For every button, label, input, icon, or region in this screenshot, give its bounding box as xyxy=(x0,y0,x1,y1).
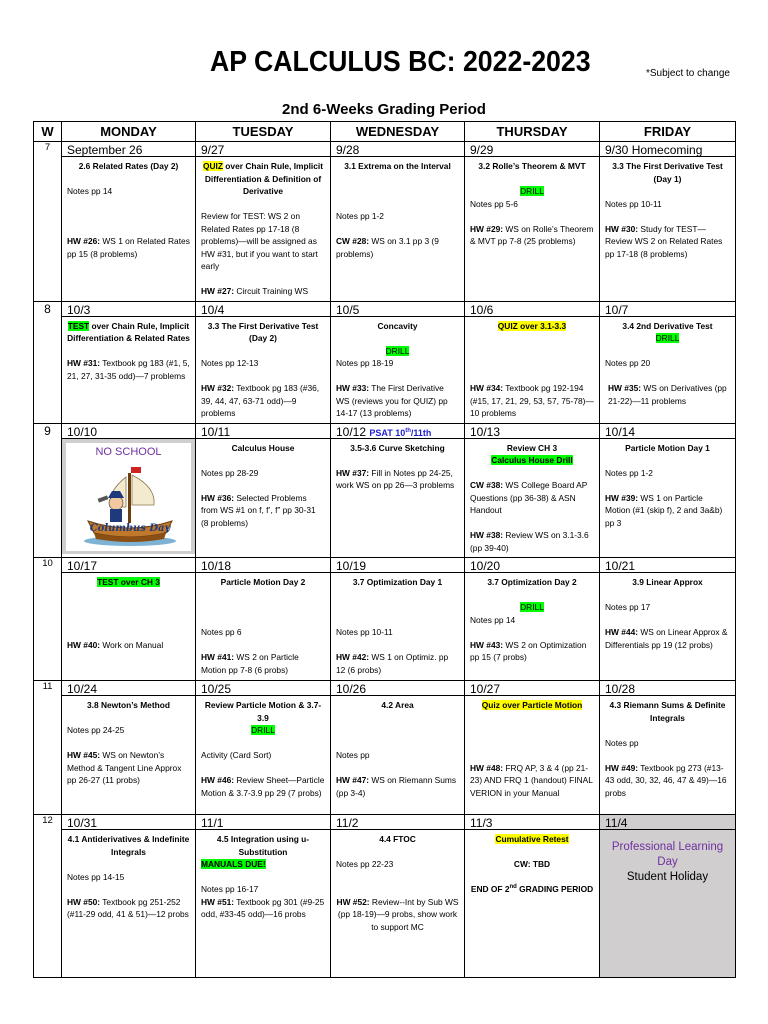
homework-line: HW #31: Textbook pg 183 (#1, 5, 21, 27, 31-35 odd)—7 problems xyxy=(67,358,190,381)
week-row xyxy=(34,815,736,978)
date-label: 10/19 xyxy=(331,558,464,573)
homework-line: HW #37: Fill in Notes pp 24-25, work WS on pp 26—3 problems xyxy=(336,467,455,490)
drill-badge: DRILL xyxy=(385,345,410,356)
no-school-label: NO SCHOOL xyxy=(95,445,162,458)
date-label: 9/29 xyxy=(465,142,599,157)
week-row xyxy=(34,142,736,302)
day-cell xyxy=(196,815,331,978)
date-label: 10/26 xyxy=(331,681,464,696)
notes-line: Notes pp 22-23 xyxy=(336,859,394,869)
lesson-title: 3.2 Rolle’s Theorem & MVT xyxy=(478,161,586,171)
notes-line: Notes pp 20 xyxy=(605,358,651,368)
date-label: 10/28 xyxy=(600,681,735,696)
columbus-day-caption: Columbus Day xyxy=(89,522,171,534)
notes-line: Notes pp 6 xyxy=(201,627,242,637)
lesson-title: 3.5-3.6 Curve Sketching xyxy=(350,442,445,453)
lesson-title: Cumulative Retest xyxy=(495,834,569,844)
homework-line: HW #46: Review Sheet—Particle Motion & 3.7-3.9 pp 29 (7 probs) xyxy=(201,775,325,798)
professional-learning-day: Professional Learning Day xyxy=(611,841,724,868)
page-title: AP CALCULUS BC: 2022-2023 xyxy=(210,46,591,78)
notes-line: Notes pp 12-13 xyxy=(201,358,259,368)
week-row xyxy=(34,681,736,815)
lesson-title: 4.5 Integration using u-Substitution xyxy=(216,834,310,857)
day-cell xyxy=(196,681,331,815)
week-row xyxy=(34,558,736,681)
week-row xyxy=(34,423,736,558)
homework-line: HW #32: Textbook pg 183 (#36, 39, 44, 47, 63-71 odd)—9 problems xyxy=(201,383,320,418)
col-monday: MONDAY xyxy=(62,122,196,142)
homework-line: HW #52: Review--Int by Sub WS (pp 18-19)—9 probs, show work to support MC xyxy=(336,896,459,932)
homework-line: HW #43: WS 2 on Optimization pp 15 (7 probs) xyxy=(470,639,587,662)
day-cell xyxy=(331,301,465,423)
date-label: 10/25 xyxy=(196,681,330,696)
date-label: 10/7 xyxy=(600,302,735,317)
day-cell xyxy=(331,681,465,815)
notes-line: Notes pp 24-25 xyxy=(67,725,125,735)
date-label: 10/17 xyxy=(62,558,195,573)
homework-line: HW #39: WS 1 on Particle Motion (#1 (skip f), 2 and 3a&b) pp 3 xyxy=(605,492,723,528)
date-label: 10/20 xyxy=(465,558,599,573)
day-cell xyxy=(196,301,331,423)
homework-line: HW #47: WS on Riemann Sums (pp 3-4) xyxy=(336,775,457,798)
day-cell xyxy=(62,681,196,815)
lesson-title: QUIZ over 3.1-3.3 xyxy=(497,320,567,331)
drill-badge: DRILL xyxy=(251,725,275,735)
homework-line: HW #50: Textbook pg 251-252 (#11-29 odd, 41 & 51)—12 probs xyxy=(67,896,189,919)
lesson-title: 2.6 Related Rates (Day 2) xyxy=(78,161,179,171)
homework-line: HW #38: Review WS on 3.1-3.6 (pp 39-40) xyxy=(470,530,589,553)
classwork-line: CW: TBD xyxy=(513,859,551,869)
homework-line: HW #51: Textbook pg 301 (#9-25 odd, #33-45 odd)—16 probs xyxy=(201,896,325,919)
notes-line: Notes pp 5-6 xyxy=(470,198,518,209)
day-cell xyxy=(331,423,465,558)
homework-line: HW #36: Selected Problems from WS #1 on f, f’, f” pp 30-31 (8 problems) xyxy=(201,492,316,528)
col-thursday: THURSDAY xyxy=(465,122,600,142)
lesson-title: QUIZ over Chain Rule, Implicit Differentiation & Definition of Derivative xyxy=(202,161,324,196)
notes-line: Notes pp 14-15 xyxy=(67,871,125,882)
notes-line: Notes pp xyxy=(605,737,639,748)
day-cell xyxy=(600,681,736,815)
notes-line: Notes pp 17 xyxy=(605,602,651,612)
lesson-title: TEST over Chain Rule, Implicit Differentiation & Related Rates xyxy=(67,320,190,343)
week-number: 10 xyxy=(34,558,62,681)
date-label: 10/21 xyxy=(600,558,735,573)
day-cell xyxy=(196,558,331,681)
homework-line: HW #48: FRQ AP, 3 & 4 (pp 21-23) AND FRQ 1 (handout) FINAL VERION in your Manual xyxy=(470,762,593,798)
lesson-title: 4.4 FTOC xyxy=(379,834,416,844)
date-label: 10/12 PSAT 10th/11th xyxy=(331,424,464,439)
drill-badge: DRILL xyxy=(655,333,680,343)
day-cell xyxy=(62,815,196,978)
lesson-title: Review Particle Motion & 3.7-3.9 xyxy=(204,700,322,723)
lesson-title: Particle Motion Day 2 xyxy=(220,577,306,587)
date-label: 10/3 xyxy=(62,302,195,317)
lesson-title: Particle Motion Day 1 xyxy=(625,442,710,453)
homework-line: HW #40: Work on Manual xyxy=(67,639,164,650)
day-cell xyxy=(62,558,196,681)
col-friday: FRIDAY xyxy=(600,122,736,142)
grading-period-title: 2nd 6-Weeks Grading Period xyxy=(282,101,486,118)
day-cell xyxy=(600,301,736,423)
notes-line: Notes pp 16-17 xyxy=(201,884,259,894)
lesson-title: 3.3 The First Derivative Test (Day 1) xyxy=(612,161,723,184)
notes-line: Notes pp 10-11 xyxy=(605,198,662,209)
lesson-title: 3.9 Linear Approx xyxy=(632,577,703,587)
week-number: 8 xyxy=(34,301,62,423)
day-cell xyxy=(465,423,600,558)
col-week: W xyxy=(34,122,62,142)
drill-badge: DRILL xyxy=(520,186,544,196)
lesson-title: 3.3 The First Derivative Test (Day 2) xyxy=(207,320,319,343)
day-cell xyxy=(465,681,600,815)
notes-line: Notes pp xyxy=(336,750,370,760)
date-label: 9/27 xyxy=(196,142,330,157)
date-label: 10/27 xyxy=(465,681,599,696)
notes-line: Notes pp 10-11 xyxy=(336,627,393,637)
day-cell xyxy=(62,301,196,423)
lesson-title: 4.3 Riemann Sums & Definite Integrals xyxy=(609,700,726,723)
date-label: 11/3 xyxy=(465,815,599,830)
day-cell xyxy=(62,142,196,302)
date-label: 10/4 xyxy=(196,302,330,317)
week-number: 9 xyxy=(34,423,62,558)
day-cell xyxy=(600,423,736,558)
homework-line: HW #45: WS on Newton’s Method & Tangent Line Approx pp 26-27 (11 probs) xyxy=(67,750,182,785)
lesson-title: TEST over CH 3 xyxy=(97,577,160,587)
notes-line: Notes pp 1-2 xyxy=(605,467,653,478)
end-of-grading-period: END OF 2nd GRADING PERIOD xyxy=(470,884,594,894)
day-cell xyxy=(465,301,600,423)
day-cell xyxy=(331,815,465,978)
date-label: 10/5 xyxy=(331,302,464,317)
week-number: 7 xyxy=(34,142,62,302)
notes-line: Notes pp 28-29 xyxy=(201,467,259,478)
manuals-due: MANUALS DUE! xyxy=(201,859,266,869)
homework-line: HW #33: The First Derivative WS (reviews you for QUIZ) pp 14-17 (13 problems) xyxy=(336,383,448,418)
homework-line: HW #42: WS 1 on Optimiz. pp 12 (6 probs) xyxy=(336,652,449,675)
notes-line: Review for TEST: WS 2 on Related Rates pp 17-18 (8 problems)—will be assigned as HW #31, but if you want to start early xyxy=(201,211,318,271)
psat-note: PSAT 10th/11th xyxy=(369,427,432,438)
homework-line: HW #41: WS 2 on Particle Motion pp 7-8 (6 probs) xyxy=(201,652,299,675)
calculus-house-drill: Calculus House Drill xyxy=(491,455,573,465)
lesson-title: 4.1 Antiderivatives & Indefinite Integrals xyxy=(67,834,190,857)
drill-badge: DRILL xyxy=(520,602,544,612)
homework-line: HW #49: Textbook pg 273 (#13-43 odd, 30, 32, 46, 47 & 49)—16 probs xyxy=(605,762,727,798)
date-label: 10/6 xyxy=(465,302,599,317)
notes-line: Activity (Card Sort) xyxy=(201,750,272,760)
date-label: 10/18 xyxy=(196,558,330,573)
lesson-title: Concavity xyxy=(377,320,418,331)
lesson-title: Quiz over Particle Motion xyxy=(481,700,583,710)
day-cell xyxy=(465,558,600,681)
notes-line: Notes pp 14 xyxy=(67,186,113,196)
day-cell xyxy=(331,558,465,681)
date-label: 10/31 xyxy=(62,815,195,830)
date-label: 10/13 xyxy=(465,424,599,439)
date-label: 9/30 Homecoming xyxy=(600,142,735,157)
date-label: 9/28 xyxy=(331,142,464,157)
day-cell xyxy=(196,142,331,302)
lesson-title: 3.8 Newton’s Method xyxy=(87,700,170,710)
lesson-title: Calculus House xyxy=(231,442,295,453)
subject-to-change-note: *Subject to change xyxy=(646,68,730,79)
student-holiday: Student Holiday xyxy=(626,871,709,883)
homework-line: HW #44: WS on Linear Approx & Differentials pp 19 (12 probs) xyxy=(605,627,728,650)
date-label: 11/4 xyxy=(600,815,735,830)
columbus-day-ship-image xyxy=(80,461,180,547)
week-row xyxy=(34,301,736,423)
homework-line: HW #27: Circuit Training WS xyxy=(201,286,309,296)
calendar-table xyxy=(33,121,736,978)
lesson-title: 3.1 Extrema on the Interval xyxy=(344,161,451,171)
day-cell xyxy=(465,142,600,302)
lesson-title: 3.4 2nd Derivative Test xyxy=(622,320,713,331)
lesson-title: 3.7 Optimization Day 2 xyxy=(487,577,577,587)
day-cell xyxy=(465,815,600,978)
day-cell xyxy=(600,142,736,302)
homework-line: HW #35: WS on Derivatives (pp 21-22)—11 problems xyxy=(608,383,727,406)
lesson-title: Review CH 3 xyxy=(506,442,558,453)
date-label: 10/10 xyxy=(62,424,195,439)
day-cell xyxy=(331,142,465,302)
homework-line: HW #34: Textbook pg 192-194 (#15, 17, 21, 29, 53, 57, 75-78)—10 problems xyxy=(470,383,594,418)
lesson-title: 4.2 Area xyxy=(381,700,414,710)
homework-line: HW #26: WS 1 on Related Rates pp 15 (8 problems) xyxy=(67,236,190,259)
col-tuesday: TUESDAY xyxy=(196,122,331,142)
date-label: 10/24 xyxy=(62,681,195,696)
day-cell xyxy=(600,558,736,681)
date-label: 10/11 xyxy=(196,424,330,439)
homework-line: HW #29: WS on Rolle’s Theorem & MVT pp 7-8 (25 problems) xyxy=(470,223,594,246)
notes-line: Notes pp 18-19 xyxy=(336,358,394,368)
day-cell xyxy=(62,423,196,558)
classwork-line: CW #38: WS College Board AP Questions (pp 36-38) & ASN Handout xyxy=(470,480,588,515)
col-wednesday: WEDNESDAY xyxy=(331,122,465,142)
week-number: 12 xyxy=(34,815,62,978)
day-cell xyxy=(196,423,331,558)
date-label: 10/14 xyxy=(600,424,735,439)
week-number: 11 xyxy=(34,681,62,815)
notes-line: Notes pp 1-2 xyxy=(336,211,384,221)
classwork-line: CW #28: WS on 3.1 pp 3 (9 problems) xyxy=(336,236,439,259)
column-header-row xyxy=(34,122,736,142)
day-cell xyxy=(600,815,736,978)
date-label: 11/1 xyxy=(196,815,330,830)
homework-line: HW #30: Study for TEST—Review WS 2 on Related Rates pp 17-18 (8 problems) xyxy=(605,223,723,259)
notes-line: Notes pp 14 xyxy=(470,614,516,625)
date-label: September 26 xyxy=(62,142,195,157)
lesson-title: 3.7 Optimization Day 1 xyxy=(352,577,443,587)
date-label: 11/2 xyxy=(331,815,464,830)
